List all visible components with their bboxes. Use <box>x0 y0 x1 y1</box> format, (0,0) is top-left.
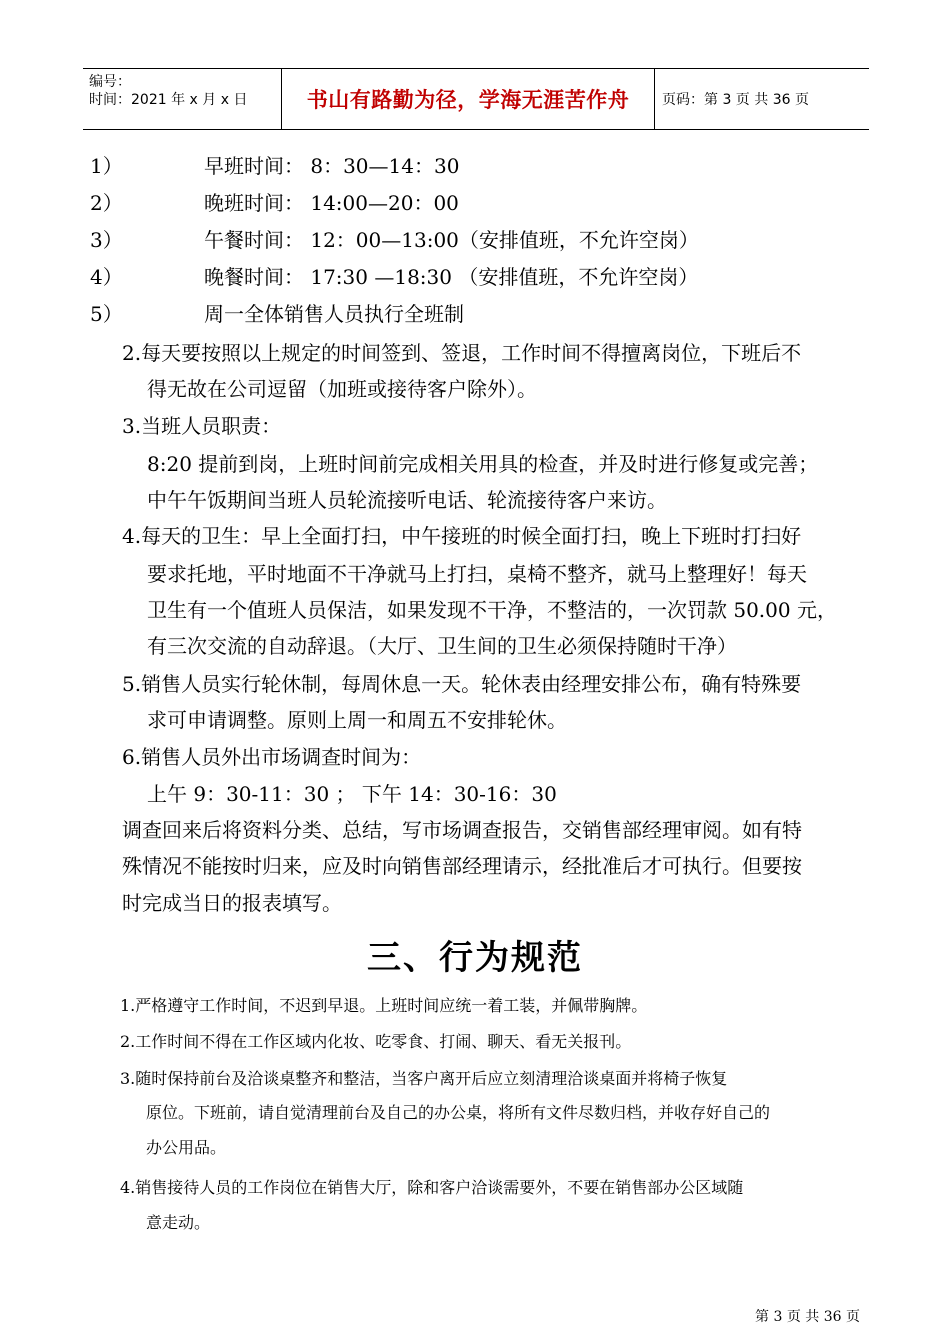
rule-line: 1.严格遵守工作时间，不迟到早退。上班时间应统一着工装，并佩带胸牌。 <box>120 996 648 1015</box>
schedule-text: 早班时间： 8：30—14：30 <box>204 154 460 178</box>
schedule-number: 2） <box>90 191 123 215</box>
schedule-text: 晚餐时间： 17:30 —18:30 （安排值班，不允许空岗） <box>204 265 699 289</box>
paragraph-line: 时完成当日的报表填写。 <box>122 891 342 915</box>
header-meta-cell <box>83 69 281 129</box>
rule-line: 3.随时保持前台及洽谈桌整齐和整洁，当客户离开后应立刻清理洽谈桌面并将椅子恢复 <box>120 1069 728 1088</box>
paragraph-line: 4.每天的卫生：早上全面打扫，中午接班的时候全面打扫，晚上下班时打扫好 <box>122 524 802 548</box>
paragraph-line: 殊情况不能按时归来，应及时向销售部经理请示，经批准后才可执行。但要按 <box>122 854 802 878</box>
schedule-number: 3） <box>90 228 123 252</box>
rule-line: 意走动。 <box>146 1213 211 1232</box>
section-title: 三、行为规范 <box>367 938 583 978</box>
paragraph-line: 6.销售人员外出市场调查时间为： <box>122 745 422 769</box>
rule-line: 2.工作时间不得在工作区域内化妆、吃零食、打闹、聊天、看无关报刊。 <box>120 1032 632 1051</box>
paragraph-line: 上午 9：30-11：30 ； 下午 14：30-16：30 <box>147 782 557 806</box>
schedule-number: 1） <box>90 154 123 178</box>
paragraph-line: 调查回来后将资料分类、总结，写市场调查报告，交销售部经理审阅。如有特 <box>122 818 802 842</box>
paragraph-line: 卫生有一个值班人员保洁，如果发现不干净，不整洁的，一次罚款 50.00 元， <box>147 598 837 622</box>
header-motto-cell <box>281 69 655 129</box>
document-header <box>83 68 869 130</box>
schedule-text: 晚班时间： 14:00—20：00 <box>204 191 459 215</box>
paragraph-line: 3.当班人员职责： <box>122 414 282 438</box>
paragraph-line: 有三次交流的自动辞退。（大厅、卫生间的卫生必须保持随时干净） <box>147 634 737 658</box>
paragraph-line: 得无故在公司逗留（加班或接待客户除外）。 <box>147 377 537 401</box>
rule-line: 办公用品。 <box>146 1138 227 1157</box>
document-number-label: 编号： <box>89 74 131 90</box>
rule-line: 原位。下班前，请自觉清理前台及自己的办公桌，将所有文件尽数归档，并收存好自己的 <box>146 1103 771 1122</box>
document-time-label: 时间：2021 年 x 月 x 日 <box>89 92 248 108</box>
schedule-text: 周一全体销售人员执行全班制 <box>204 302 464 326</box>
rule-line: 4.销售接待人员的工作岗位在销售大厅，除和客户洽谈需要外，不要在销售部办公区域随 <box>120 1178 744 1197</box>
paragraph-line: 5.销售人员实行轮休制，每周休息一天。轮休表由经理安排公布，确有特殊要 <box>122 672 802 696</box>
paragraph-line: 中午午饭期间当班人员轮流接听电话、轮流接待客户来访。 <box>147 488 667 512</box>
page-footer: 第 3 页 共 36 页 <box>755 1309 860 1325</box>
paragraph-line: 要求托地，平时地面不干净就马上打扫，桌椅不整齐，就马上整理好！每天 <box>147 562 807 586</box>
motto-text: 书山有路勤为径，学海无涯苦作舟 <box>306 88 630 112</box>
schedule-text: 午餐时间： 12：00—13:00（安排值班，不允许空岗） <box>204 228 699 252</box>
page-number-label: 页码：第 3 页 共 36 页 <box>662 92 809 108</box>
schedule-number: 4） <box>90 265 123 289</box>
paragraph-line: 求可申请调整。原则上周一和周五不安排轮休。 <box>147 708 567 732</box>
paragraph-line: 8:20 提前到岗，上班时间前完成相关用具的检查，并及时进行修复或完善； <box>147 452 819 476</box>
schedule-number: 5） <box>90 302 123 326</box>
header-page-cell <box>654 69 869 129</box>
paragraph-line: 2.每天要按照以上规定的时间签到、签退，工作时间不得擅离岗位，下班后不 <box>122 341 802 365</box>
